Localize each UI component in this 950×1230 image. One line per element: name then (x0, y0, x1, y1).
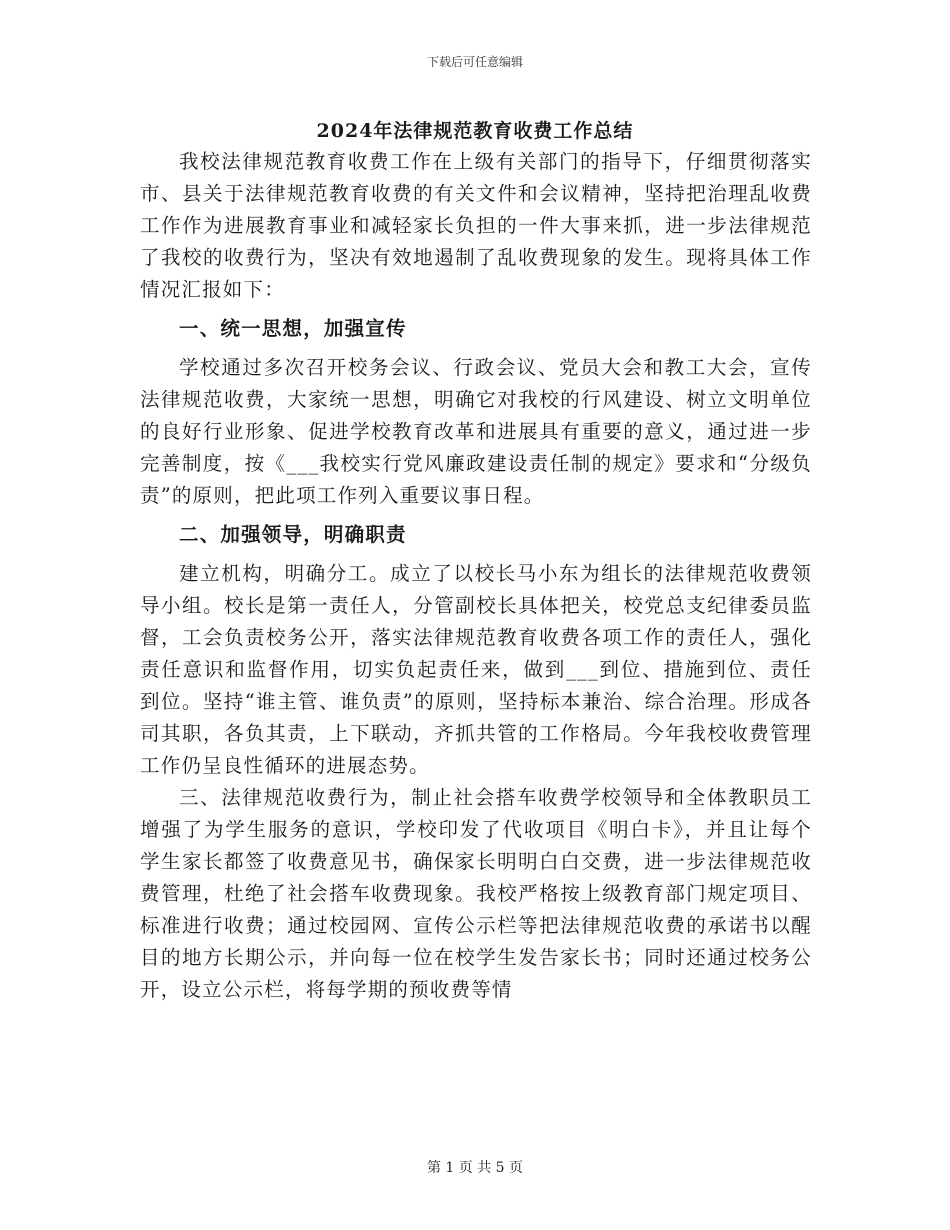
section-3-paragraph: 三、法律规范收费行为，制止社会搭车收费学校领导和全体教职员工增强了为学生服务的意识，学校印发了代收项目《明白卡》，并且让每个学生家长都签了收费意见书，确保家长明明白白交费，进一步法律规范收费管理，杜绝了社会搭车收费现象。我校严格按上级教育部门规定项目、标准进行收费；通过校园网、宣传公示栏等把法律规范收费的承诺书以醒目的地方长期公示，并向每一位在校学生发告家长书；同时还通过校务公开，设立公示栏，将每学期的预收费等情 (140, 786, 812, 1001)
header-note: 下载后可任意编辑 (426, 55, 523, 69)
document-title: 2024年法律规范教育收费工作总结 (316, 120, 634, 142)
intro-paragraph: 我校法律规范教育收费工作在上级有关部门的指导下，仔细贯彻落实市、县关于法律规范教育收费的有关文件和会议精神，坚持把治理乱收费工作作为进展教育事业和减轻家长负担的一件大事来抓，进一步法律规范了我校的收费行为，坚决有效地遏制了乱收费现象的发生。现将具体工作情况汇报如下： (140, 150, 812, 301)
section-2-heading: 二、加强领导，明确职责 (179, 523, 407, 546)
document-body (140, 146, 812, 1006)
section-1-paragraph: 学校通过多次召开校务会议、行政会议、党员大会和教工大会，宣传法律规范收费，大家统一思想，明确它对我校的行风建设、树立文明单位的良好行业形象、促进学校教育改革和进展具有重要的意义，通过进一步完善制度，按《___我校实行党风廉政建设责任制的规定》要求和“分级负责”的原则，把此项工作列入重要议事日程。 (140, 356, 812, 507)
page-number-footer: 第 1 页 共 5 页 (426, 1160, 524, 1176)
section-2-paragraph: 建立机构，明确分工。成立了以校长马小东为组长的法律规范收费领导小组。校长是第一责任人，分管副校长具体把关，校党总支纪律委员监督，工会负责校务公开，落实法律规范教育收费各项工作的责任人，强化责任意识和监督作用，切实负起责任来，做到___到位、措施到位、责任到位。坚持“谁主管、谁负责”的原则，坚持标本兼治、综合治理。形成各司其职，各负其责，上下联动，齐抓共管的工作格局。今年我校收费管理工作仍呈良性循环的进展态势。 (140, 562, 812, 777)
section-1-heading: 一、统一思想，加强宣传 (179, 317, 407, 340)
